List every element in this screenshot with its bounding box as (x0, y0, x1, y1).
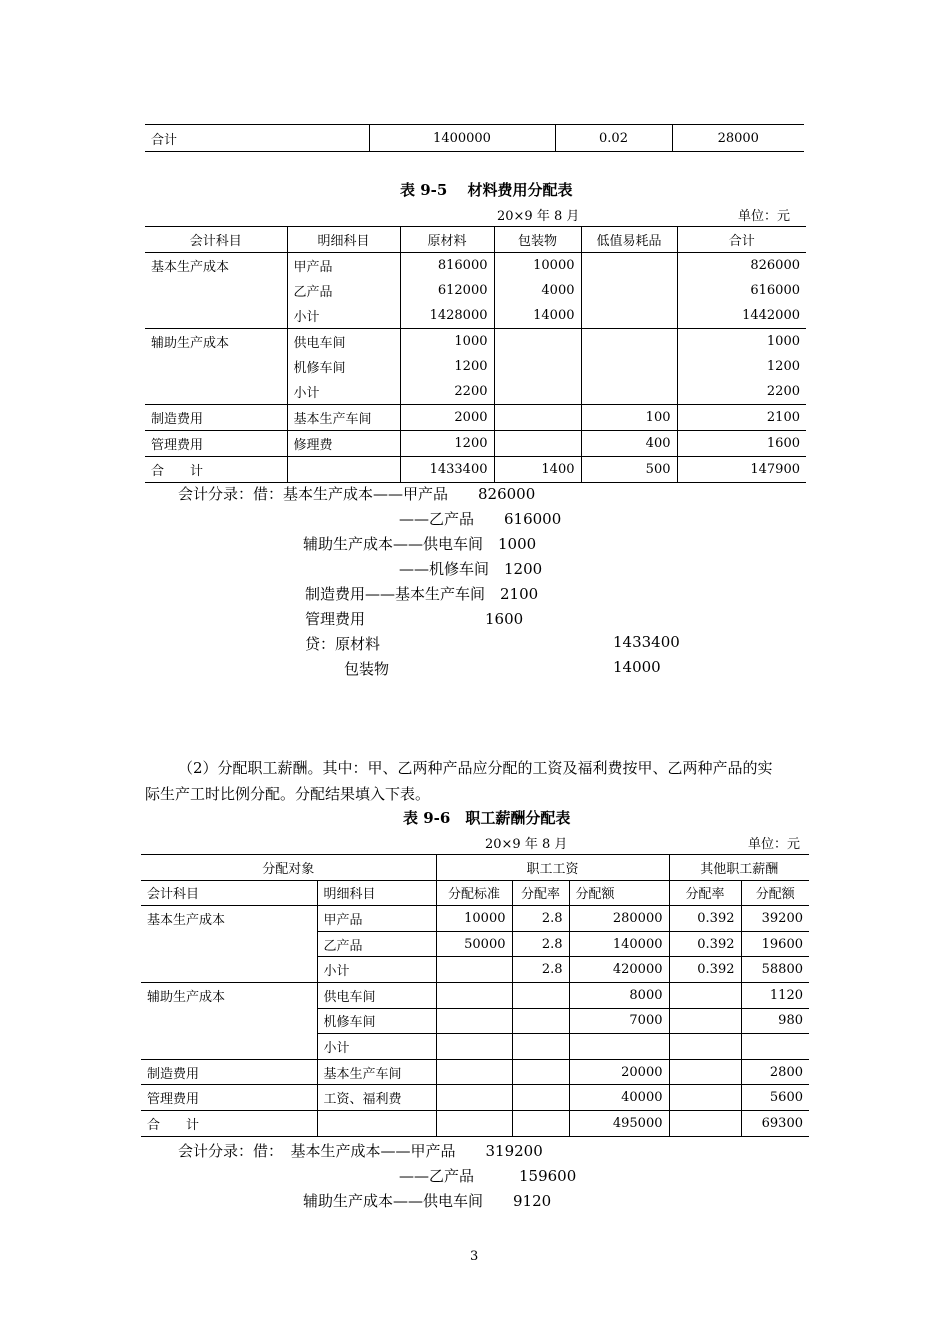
table-row (145, 431, 806, 457)
journal-entry: 包装物 (344, 660, 390, 678)
table-cell: 0.392 (669, 906, 741, 932)
table-cell: 400 (581, 431, 677, 457)
table-cell: 管理费用 (141, 1085, 317, 1111)
table-cell (581, 253, 677, 279)
table-row (145, 354, 806, 379)
page-number: 3 (470, 1249, 479, 1264)
table-cell: 乙产品 (317, 931, 436, 957)
table-caption: 表 9-6 职工薪酬分配表 (403, 809, 571, 827)
table-date: 20×9 年 8 月 (497, 209, 580, 224)
table-cell: 制造费用 (141, 1059, 317, 1085)
table-cell (669, 1110, 741, 1136)
table-group-header-row (141, 855, 809, 881)
column-header: 分配标准 (436, 880, 512, 906)
table-cell: 100 (581, 405, 677, 431)
journal-entry: ——乙产品 159600 (399, 1167, 577, 1185)
table-cell (436, 1008, 512, 1034)
paragraph-line: 际生产工时比例分配。分配结果填入下表。 (145, 785, 431, 803)
table-cell (436, 982, 512, 1008)
table-cell: 50000 (436, 931, 512, 957)
table-cell (669, 1008, 741, 1034)
summary-table (145, 124, 804, 152)
table-cell (512, 1085, 569, 1111)
table-cell: 小计 (317, 1034, 436, 1060)
journal-amount: 1433400 (613, 633, 680, 651)
table-cell: 乙产品 (287, 278, 400, 303)
table-cell (141, 957, 317, 983)
table-date: 20×9 年 8 月 (485, 837, 568, 852)
table-row (141, 906, 809, 932)
column-header: 原材料 (400, 227, 494, 253)
table-cell (494, 405, 581, 431)
table-row (141, 957, 809, 983)
table-cell: 140000 (569, 931, 669, 957)
table-cell (669, 1085, 741, 1111)
group-header: 其他职工薪酬 (669, 855, 809, 881)
table-cell: 10000 (436, 906, 512, 932)
table-cell: 小计 (317, 957, 436, 983)
table-header-row (145, 227, 806, 253)
table-cell: 0.392 (669, 957, 741, 983)
column-header: 分配率 (669, 880, 741, 906)
table-cell: 1400 (494, 457, 581, 483)
table-cell: 40000 (569, 1085, 669, 1111)
journal-entry: 会计分录：借： 基本生产成本——甲产品 319200 (178, 1142, 543, 1160)
table-cell: 1000 (677, 329, 806, 355)
column-header: 包装物 (494, 227, 581, 253)
table-row (145, 303, 806, 329)
table-cell: 495000 (569, 1110, 669, 1136)
table-cell (145, 379, 287, 405)
table-cell: 工资、福利费 (317, 1085, 436, 1111)
table-cell: 612000 (400, 278, 494, 303)
table-row (141, 931, 809, 957)
table-cell (494, 329, 581, 355)
column-header: 会计科目 (145, 227, 287, 253)
table-cell: 28000 (672, 125, 804, 152)
table-row (145, 329, 806, 355)
journal-entry: 制造费用——基本生产车间 2100 (305, 585, 539, 603)
table-cell: 制造费用 (145, 405, 287, 431)
table-cell (494, 431, 581, 457)
journal-entry: 贷：原材料 (305, 635, 381, 653)
table-cell (512, 1008, 569, 1034)
table-cell: 2100 (677, 405, 806, 431)
table-cell: 基本生产车间 (317, 1059, 436, 1085)
journal-entry: ——机修车间 1200 (399, 560, 543, 578)
table-cell (512, 1110, 569, 1136)
journal-entry: 辅助生产成本——供电车间 1000 (303, 535, 537, 553)
table-cell (512, 982, 569, 1008)
table-cell (581, 303, 677, 329)
table-cell: 420000 (569, 957, 669, 983)
table-cell (141, 1034, 317, 1060)
group-header: 职工工资 (436, 855, 669, 881)
table-row (141, 982, 809, 1008)
table-cell: 58800 (741, 957, 809, 983)
table-cell: 基本生产成本 (141, 906, 317, 932)
table-row (141, 1034, 809, 1060)
table-cell (436, 1110, 512, 1136)
table-cell: 1200 (400, 354, 494, 379)
table-cell: 39200 (741, 906, 809, 932)
table-unit: 单位：元 (738, 209, 791, 224)
table-cell: 小计 (287, 303, 400, 329)
table-cell: 2200 (400, 379, 494, 405)
table-cell: 甲产品 (287, 253, 400, 279)
table-cell (669, 1059, 741, 1085)
table-cell: 826000 (677, 253, 806, 279)
table-header-row (141, 880, 809, 906)
table-cell (581, 278, 677, 303)
table-total-row (141, 1110, 809, 1136)
table-cell: 2200 (677, 379, 806, 405)
table-cell: 2.8 (512, 906, 569, 932)
table-cell (317, 1110, 436, 1136)
column-header: 分配额 (569, 880, 669, 906)
table-cell: 供电车间 (317, 982, 436, 1008)
table-row (141, 1059, 809, 1085)
table-row (141, 1085, 809, 1111)
table-cell (581, 379, 677, 405)
table-cell (512, 1034, 569, 1060)
table-caption: 表 9-5 材料费用分配表 (400, 181, 573, 199)
journal-entry: 辅助生产成本——供电车间 9120 (303, 1192, 552, 1210)
table-cell (436, 1059, 512, 1085)
table-cell: 1200 (677, 354, 806, 379)
table-cell (145, 303, 287, 329)
table-cell: 816000 (400, 253, 494, 279)
table-cell: 1120 (741, 982, 809, 1008)
table-cell: 1200 (400, 431, 494, 457)
table-cell: 1442000 (677, 303, 806, 329)
column-header: 明细科目 (287, 227, 400, 253)
table-cell: 合 计 (145, 457, 287, 483)
table-cell (494, 379, 581, 405)
table-cell: 2800 (741, 1059, 809, 1085)
table-cell: 69300 (741, 1110, 809, 1136)
table-cell: 管理费用 (145, 431, 287, 457)
table-cell: 基本生产车间 (287, 405, 400, 431)
column-header: 合计 (677, 227, 806, 253)
table-cell (145, 354, 287, 379)
table-cell: 机修车间 (287, 354, 400, 379)
table-row (145, 125, 804, 152)
table-cell (741, 1034, 809, 1060)
column-header: 低值易耗品 (581, 227, 677, 253)
table-cell: 基本生产成本 (145, 253, 287, 279)
table-cell (436, 957, 512, 983)
table-total-row (145, 457, 806, 483)
table-cell (581, 329, 677, 355)
table-cell: 2.8 (512, 957, 569, 983)
table-cell: 1000 (400, 329, 494, 355)
table-cell: 4000 (494, 278, 581, 303)
table-cell (436, 1034, 512, 1060)
table-cell (494, 354, 581, 379)
table-cell (287, 457, 400, 483)
table-cell (569, 1034, 669, 1060)
material-cost-table (145, 226, 806, 483)
table-cell: 辅助生产成本 (145, 329, 287, 355)
table-cell: 0.02 (555, 125, 672, 152)
table-row (141, 1008, 809, 1034)
table-unit: 单位：元 (748, 837, 801, 852)
table-cell (141, 931, 317, 957)
table-cell: 1433400 (400, 457, 494, 483)
column-header: 明细科目 (317, 880, 436, 906)
table-cell (581, 354, 677, 379)
table-cell: 甲产品 (317, 906, 436, 932)
table-cell: 合 计 (141, 1110, 317, 1136)
table-cell (669, 1034, 741, 1060)
table-cell: 20000 (569, 1059, 669, 1085)
table-row (145, 405, 806, 431)
table-cell (669, 982, 741, 1008)
table-cell: 280000 (569, 906, 669, 932)
table-cell: 1600 (677, 431, 806, 457)
table-cell: 机修车间 (317, 1008, 436, 1034)
table-cell: 14000 (494, 303, 581, 329)
journal-entry: 管理费用 1600 (305, 610, 524, 628)
table-cell: 19600 (741, 931, 809, 957)
table-cell: 小计 (287, 379, 400, 405)
payroll-allocation-table (141, 854, 809, 1137)
table-row (145, 379, 806, 405)
journal-entry: 会计分录：借：基本生产成本——甲产品 826000 (178, 485, 536, 503)
table-cell: 2.8 (512, 931, 569, 957)
table-cell: 500 (581, 457, 677, 483)
table-cell (141, 1008, 317, 1034)
table-cell: 616000 (677, 278, 806, 303)
table-cell: 147900 (677, 457, 806, 483)
column-header: 分配率 (512, 880, 569, 906)
table-cell: 2000 (400, 405, 494, 431)
journal-amount: 14000 (613, 658, 661, 676)
table-cell: 5600 (741, 1085, 809, 1111)
table-cell: 1400000 (369, 125, 555, 152)
table-cell: 980 (741, 1008, 809, 1034)
table-cell: 0.392 (669, 931, 741, 957)
journal-entry: ——乙产品 616000 (399, 510, 562, 528)
table-cell: 修理费 (287, 431, 400, 457)
table-cell: 1428000 (400, 303, 494, 329)
table-cell (512, 1059, 569, 1085)
table-cell (436, 1085, 512, 1111)
table-cell: 7000 (569, 1008, 669, 1034)
table-row (145, 278, 806, 303)
paragraph-line: （2）分配职工薪酬。其中：甲、乙两种产品应分配的工资及福利费按甲、乙两种产品的实 (178, 759, 773, 777)
group-header: 分配对象 (141, 855, 436, 881)
column-header: 会计科目 (141, 880, 317, 906)
table-cell: 合计 (151, 132, 178, 148)
table-cell: 10000 (494, 253, 581, 279)
column-header: 分配额 (741, 880, 809, 906)
table-cell: 供电车间 (287, 329, 400, 355)
table-cell (145, 278, 287, 303)
table-cell: 8000 (569, 982, 669, 1008)
table-row (145, 253, 806, 279)
table-cell: 辅助生产成本 (141, 982, 317, 1008)
